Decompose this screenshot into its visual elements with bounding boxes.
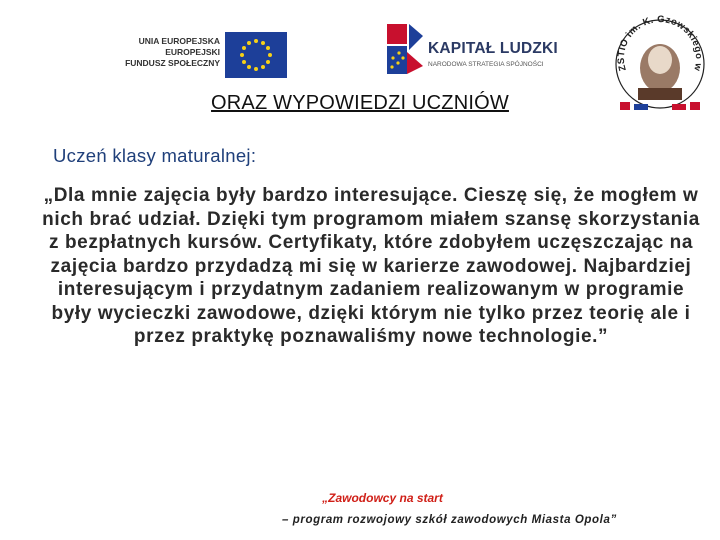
program-title: „Zawodowcy na start: [322, 491, 443, 505]
eu-flag-icon: [225, 32, 287, 78]
student-label: Uczeń klasy maturalnej:: [53, 145, 257, 166]
header-logos: [0, 0, 720, 95]
eu-line-1: UNIA EUROPEJSKA: [138, 36, 220, 46]
eu-line-2: EUROPEJSKI: [165, 47, 220, 57]
kapital-ludzki-emblem-icon: [383, 22, 427, 80]
kapital-ludzki-logo: [383, 22, 573, 80]
program-subtitle: – program rozwojowy szkół zawodowych Miasta Opola”: [282, 514, 617, 526]
student-quote: „Dla mnie zajęcia były bardzo interesujące. Cieszę się, że mogłem w nich brać udział. Dzięki tym programom miałem szansę skorzystania z bezpłatnych kursów. Certyfikaty, które zdobyłem uczęszczając na zajęcia bardzo przydadzą mi się w karierze zawodowej. Najbardziej interesującym i przydatnym zadaniem realizowanym w programie były wycieczki zawodowe, dzięki którym nie tylko przez teorię ale i przez praktykę poznawaliśmy nowe technologie.”: [42, 185, 700, 347]
page-heading: [0, 92, 720, 115]
seal-text: ZSTIO im. K. Gzowskiego w: [615, 14, 705, 73]
eu-logo: [122, 32, 297, 78]
kapital-ludzki-subtitle: NARODOWA STRATEGIA SPÓJNOŚCI: [428, 61, 544, 68]
eu-line-3: FUNDUSZ SPOŁECZNY: [125, 58, 220, 68]
page-heading-text: ORAZ WYPOWIEDZI UCZNIÓW: [211, 92, 509, 114]
eu-logo-text: [122, 36, 220, 69]
kapital-ludzki-title: KAPITAŁ LUDZKI: [428, 40, 558, 57]
